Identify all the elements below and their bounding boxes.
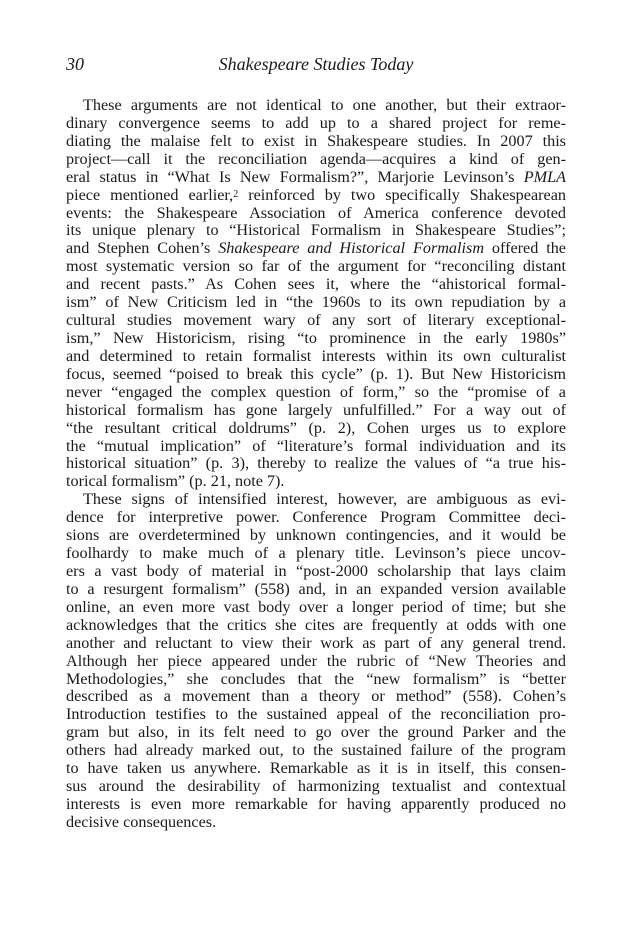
text-line [66, 599, 566, 617]
text-segment: eral status in “What Is New Formalism?”, Marjorie Levinson’s [66, 167, 524, 186]
text-line [66, 276, 566, 294]
text-segment: reinforced by two specifically Shakespearean [238, 185, 566, 204]
text-segment: described as a movement than a theory or method” (558). Cohen’s [66, 687, 566, 706]
text-segment: and recent pasts.” As Cohen sees it, where the “ahistorical formal- [66, 275, 566, 294]
text-line [66, 617, 566, 635]
text-segment: These signs of intensified interest, however, are ambiguous as evi- [83, 490, 566, 509]
text-line [66, 509, 566, 527]
text-line [66, 635, 566, 653]
footnote-marker: 2 [233, 188, 239, 200]
text-line [66, 706, 566, 724]
text-line [66, 724, 566, 742]
text-line [66, 455, 566, 473]
text-line [66, 366, 566, 384]
text-line [66, 402, 566, 420]
text-line [66, 384, 566, 402]
text-line [66, 491, 566, 509]
text-segment: decisive consequences. [66, 812, 217, 831]
text-segment: another and reluctant to view their work as part of any general trend. [66, 633, 566, 652]
text-line [66, 563, 566, 581]
text-segment: to a resurgent formalism” (558) and, in an expanded version available [66, 579, 566, 598]
text-line [66, 294, 566, 312]
page-number: 30 [66, 54, 84, 74]
text-line [66, 312, 566, 330]
text-segment: project—call it the reconciliation agenda—acquires a kind of gen- [66, 149, 566, 168]
text-line [66, 97, 566, 115]
text-line [66, 527, 566, 545]
text-segment: torical formalism” (p. 21, note 7). [66, 472, 285, 491]
text-line [66, 151, 566, 169]
text-segment: sions are overdetermined by unknown contingencies, and it would be [66, 526, 566, 545]
text-line [66, 760, 566, 778]
text-segment: diating the malaise felt to exist in Shakespeare studies. In 2007 this [66, 131, 566, 150]
text-segment: online, an even more vast body over a longer period of time; but she [66, 597, 566, 616]
text-segment: most systematic version so far of the argument for “reconciling distant [66, 257, 566, 276]
body-text [66, 97, 566, 832]
text-line [66, 169, 566, 187]
text-segment: acknowledges that the critics she cites are frequently at odds with one [66, 615, 566, 634]
text-line [66, 796, 566, 814]
text-segment: and Stephen Cohen’s [66, 239, 219, 258]
text-line [66, 438, 566, 456]
text-segment: ism” of New Criticism led in “the 1960s to its own repudiation by a [66, 293, 566, 312]
text-segment: These arguments are not identical to one another, but their extraor- [83, 96, 566, 114]
text-line [66, 240, 566, 258]
text-segment: foolhardy to make much of a plenary title. Levinson’s piece uncov- [66, 544, 566, 563]
italic-text: PMLA [523, 167, 566, 186]
text-segment: cultural studies movement wary of any sort of literary exceptional- [66, 311, 566, 330]
text-line [66, 545, 566, 563]
text-line [66, 187, 566, 205]
text-segment: historical situation” (p. 3), thereby to realize the values of “a true his- [66, 454, 566, 473]
text-segment: the “mutual implication” of “literature’s formal individuation and its [66, 436, 566, 455]
paragraph [66, 491, 566, 832]
text-line [66, 348, 566, 366]
text-segment: others had already marked out, to the sustained failure of the program [66, 741, 566, 760]
text-segment: ers a vast body of material in “post-2000 scholarship that lays claim [66, 561, 566, 580]
running-title: Shakespeare Studies Today [218, 54, 414, 74]
text-line [66, 115, 566, 133]
text-line [66, 473, 566, 491]
text-segment: “the resultant critical doldrums” (p. 2), Cohen urges us to explore [66, 418, 566, 437]
text-line [66, 778, 566, 796]
text-segment: never “engaged the complex question of form,” so the “promise of a [66, 382, 566, 401]
text-line [66, 653, 566, 671]
text-segment: events: the Shakespeare Association of America conference devoted [66, 203, 566, 222]
text-segment: piece mentioned earlier, [66, 185, 234, 204]
text-segment: sus around the desirability of harmonizing textualist and contextual [66, 777, 566, 796]
text-segment: dinary convergence seems to add up to a shared project for reme- [66, 113, 566, 132]
paragraph [66, 97, 566, 491]
text-line [66, 330, 566, 348]
italic-text: Shakespeare and Historical Formalism [218, 239, 485, 258]
text-line [66, 814, 566, 832]
text-segment: its unique plenary to “Historical Formalism in Shakespeare Studies”; [66, 221, 566, 240]
text-line [66, 205, 566, 223]
text-line [66, 688, 566, 706]
text-segment: focus, seemed “poised to break this cycle” (p. 1). But New Historicism [66, 364, 566, 383]
text-segment: Introduction testifies to the sustained appeal of the reconciliation pro- [66, 705, 566, 724]
text-segment: offered the [484, 239, 566, 258]
text-line [66, 222, 566, 240]
text-segment: dence for interpretive power. Conference Program Committee deci- [66, 508, 566, 527]
running-head [66, 54, 566, 76]
text-segment: Methodologies,” she concludes that the “new formalism” is “better [66, 669, 566, 688]
text-segment: historical formalism has gone largely unfulfilled.” For a way out of [66, 400, 566, 419]
text-segment: and determined to retain formalist interests within its own culturalist [66, 346, 566, 365]
text-segment: ism,” New Historicism, rising “to prominence in the early 1980s” [66, 328, 566, 347]
text-segment: Although her piece appeared under the rubric of “New Theories and [66, 651, 566, 670]
text-segment: to have taken us anywhere. Remarkable as it is in itself, this consen- [66, 759, 566, 778]
text-line [66, 581, 566, 599]
text-line [66, 671, 566, 689]
text-segment: gram but also, in its felt need to go over the ground Parker and the [66, 723, 566, 742]
text-line [66, 133, 566, 151]
text-line [66, 742, 566, 760]
text-line [66, 258, 566, 276]
text-line [66, 420, 566, 438]
text-segment: interests is even more remarkable for having apparently produced no [66, 794, 566, 813]
